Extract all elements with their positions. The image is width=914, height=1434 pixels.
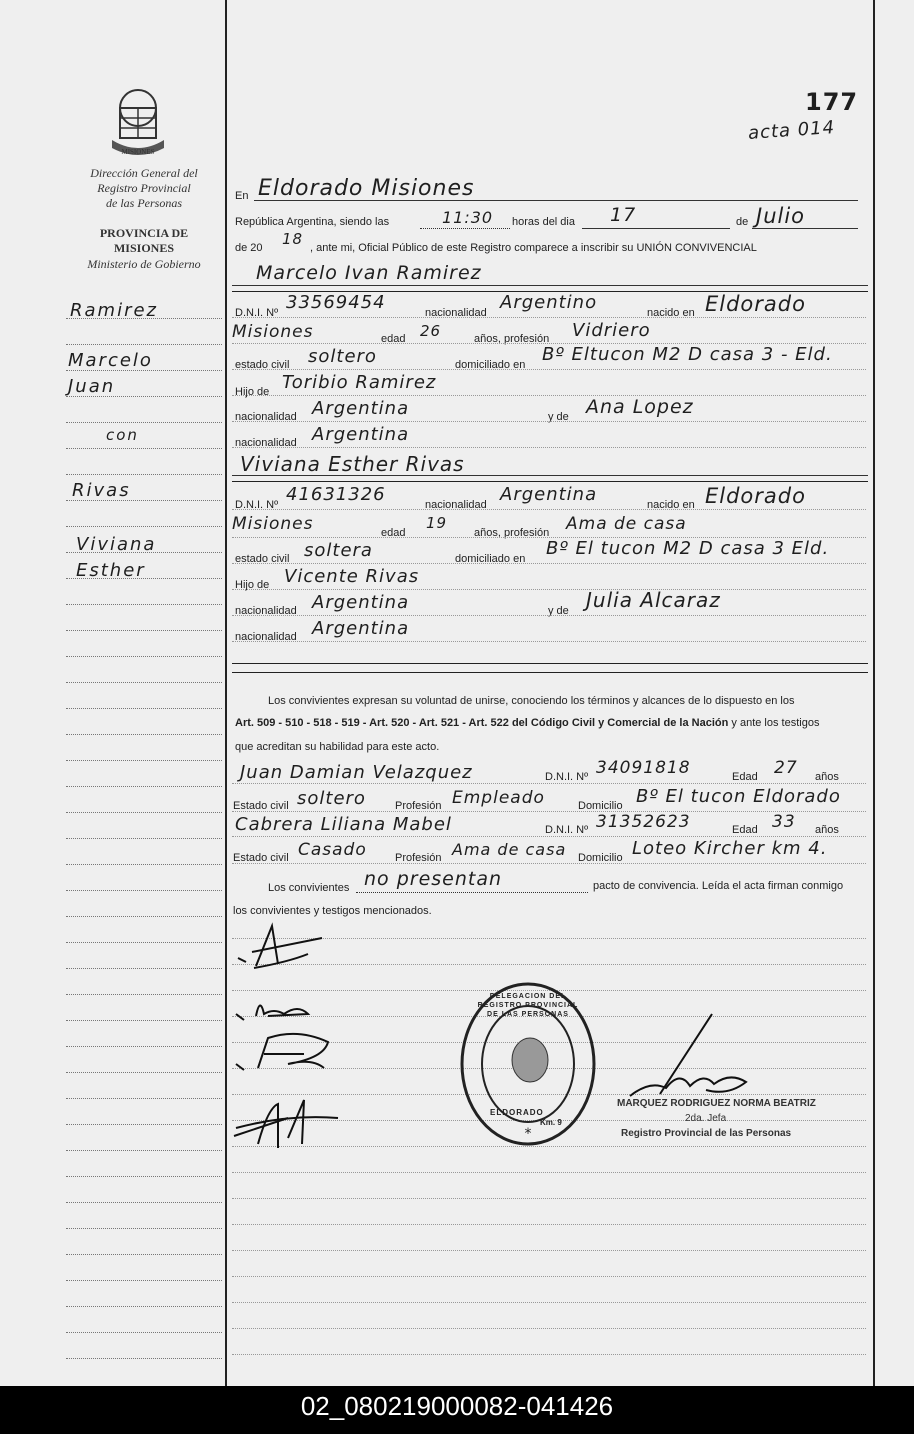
margin-line: [66, 422, 222, 423]
margin-firstname-2a: Viviana: [76, 534, 157, 555]
signature-mark-1: [238, 926, 322, 968]
province-line-2: MISIONES: [113, 241, 175, 255]
p2-dni-label: D.N.I. Nº: [235, 499, 279, 511]
form-line: [232, 421, 866, 422]
hour-value: 11:30: [442, 208, 494, 227]
p1-dni-label: D.N.I. Nº: [235, 307, 279, 319]
w2-age-label: Edad: [732, 824, 758, 836]
form-line: [232, 369, 866, 370]
signature-line: [232, 1250, 866, 1251]
w2-age-value: 33: [772, 812, 796, 832]
institution-line-2: Registro Provincial: [97, 181, 191, 195]
institution-line-3: de las Personas: [106, 196, 182, 210]
form-line: [232, 783, 866, 784]
margin-line: [66, 1098, 222, 1099]
margin-firstname-2b: Esther: [76, 560, 146, 581]
left-divider: [225, 0, 227, 1386]
p1-profession-label: años, profesión: [474, 333, 550, 345]
margin-line: [66, 656, 222, 657]
section-rule: [232, 481, 868, 482]
p2-age-value: 19: [426, 514, 448, 532]
page-number: 177: [805, 88, 859, 116]
w2-profession-value: Ama de casa: [452, 840, 567, 859]
institution-line-1: Dirección General del: [90, 166, 198, 180]
p1-mother-value: Ana Lopez: [586, 396, 694, 418]
will-text-line-3: que acreditan su habilidad para este acto.: [235, 741, 440, 753]
margin-line: [66, 344, 222, 345]
margin-line: [66, 630, 222, 631]
logo-caption: MISIONES: [121, 148, 155, 156]
underline: [420, 228, 510, 229]
margin-surname-1: Ramirez: [70, 300, 158, 321]
p1-age-label: edad: [381, 333, 406, 345]
p2-mother-value: Julia Alcaraz: [586, 588, 721, 612]
w1-profession-value: Empleado: [452, 788, 545, 808]
w1-dni-label: D.N.I. Nº: [545, 771, 589, 783]
margin-line: [66, 1228, 222, 1229]
margin-line: [66, 474, 222, 475]
signature-mark-4: [234, 1100, 338, 1148]
margin-line: [66, 734, 222, 735]
margin-line: [66, 1150, 222, 1151]
p2-mother-nat-label: nacionalidad: [235, 631, 297, 643]
pact-value: no presentan: [364, 868, 503, 890]
signature-line: [232, 1354, 866, 1355]
margin-line: [66, 968, 222, 969]
de-20-text: de 20: [235, 242, 263, 254]
p2-father-nat-label: nacionalidad: [235, 605, 297, 617]
p1-mother-nat-label: nacionalidad: [235, 437, 297, 449]
margin-line: [66, 760, 222, 761]
margin-line: [66, 838, 222, 839]
margin-line: [66, 1306, 222, 1307]
p1-father-value: Toribio Ramirez: [282, 372, 437, 393]
p2-father-nat-value: Argentina: [312, 592, 410, 613]
p1-mother-label: y de: [548, 411, 569, 423]
officer-name: MARQUEZ RODRIGUEZ NORMA BEATRIZ: [617, 1098, 816, 1109]
w2-dni-value: 31352623: [596, 812, 691, 832]
margin-line: [66, 1176, 222, 1177]
p2-dni-value: 41631326: [286, 484, 386, 505]
form-line: [232, 447, 866, 448]
w2-profession-label: Profesión: [395, 852, 442, 864]
p2-profession-value: Ama de casa: [566, 514, 687, 534]
margin-line: [66, 864, 222, 865]
form-line: [232, 863, 866, 864]
p1-dni-value: 33569454: [286, 292, 386, 313]
w2-civil-value: Casado: [298, 840, 367, 860]
margin-line: [66, 448, 222, 449]
p2-address-value: Bº El tucon M2 D casa 3 Eld.: [546, 538, 830, 559]
p2-civil-value: soltera: [304, 540, 373, 561]
signature-mark-2: [236, 1005, 308, 1020]
form-line: [232, 811, 866, 812]
margin-line: [66, 1358, 222, 1359]
document-id-footer: 02_080219000082-041426: [0, 1386, 914, 1434]
p1-profession-value: Vidriero: [572, 320, 651, 341]
officer-title: 2da. Jefa: [685, 1113, 727, 1124]
underline: [232, 285, 868, 286]
margin-line: [66, 1124, 222, 1125]
margin-line: [66, 526, 222, 527]
form-line: [232, 563, 866, 564]
signature-mark-3: [236, 1034, 328, 1070]
p2-mother-nat-value: Argentina: [312, 618, 410, 639]
p1-civil-value: soltero: [308, 346, 377, 367]
margin-with: con: [106, 426, 139, 444]
w1-anos-label: años: [815, 771, 839, 783]
republica-text: República Argentina, siendo las: [235, 216, 390, 228]
w2-dni-label: D.N.I. Nº: [545, 824, 589, 836]
right-border: [873, 0, 875, 1386]
margin-line: [66, 1072, 222, 1073]
p2-address-label: domiciliado en: [455, 553, 526, 565]
margin-line: [66, 942, 222, 943]
p1-nationality-value: Argentino: [500, 292, 598, 313]
signature-line: [232, 1328, 866, 1329]
margin-line: [66, 812, 222, 813]
p1-father-label: Hijo de: [235, 386, 270, 398]
will-text-witnesses: y ante los testigos: [728, 717, 820, 729]
p1-age-value: 26: [420, 322, 442, 340]
underline: [356, 892, 588, 893]
p1-nationality-label: nacionalidad: [425, 307, 487, 319]
margin-line: [66, 786, 222, 787]
signature-line: [232, 1224, 866, 1225]
p1-born-b: Misiones: [232, 322, 314, 342]
will-text-articles: Art. 509 - 510 - 518 - 519 - Art. 520 - Art. 521 - Art. 522 del Código Civil y Comercial de la Nación: [235, 717, 729, 729]
closing-text: los convivientes y testigos mencionados.: [233, 905, 432, 917]
underline: [752, 228, 858, 229]
form-line: [232, 395, 866, 396]
p2-nationality-label: nacionalidad: [425, 499, 487, 511]
w2-address-value: Loteo Kircher km 4.: [632, 838, 828, 859]
signature-line: [232, 1198, 866, 1199]
margin-firstname-1b: Juan: [68, 376, 116, 397]
place-value: Eldorado Misiones: [258, 176, 475, 201]
signature-line: [232, 1302, 866, 1303]
margin-line: [66, 604, 222, 605]
officer-office: Registro Provincial de las Personas: [621, 1128, 792, 1139]
p2-father-label: Hijo de: [235, 579, 270, 591]
w1-profession-label: Profesión: [395, 800, 442, 812]
p2-age-label: edad: [381, 527, 406, 539]
p2-born-a: Eldorado: [705, 484, 806, 508]
margin-surname-2: Rivas: [72, 480, 131, 501]
w2-anos-label: años: [815, 824, 839, 836]
acta-number: acta 014: [747, 116, 836, 145]
p1-born-label: nacido en: [647, 307, 695, 319]
underline: [232, 475, 868, 476]
form-line: [232, 836, 866, 837]
signatures: [228, 918, 358, 1158]
w1-address-label: Domicilio: [578, 800, 623, 812]
horas-del-dia-text: horas del dia: [512, 216, 575, 228]
stamp-km: Km. 9: [540, 1118, 562, 1127]
stamp-text: DELEGACION DEL REGISTRO PROVINCIAL DE LAS PERSONAS: [477, 993, 579, 1018]
ministry: Ministerio de Gobierno: [87, 257, 201, 271]
p1-father-nat-value: Argentina: [312, 398, 410, 419]
margin-line: [66, 890, 222, 891]
w1-address-value: Bº El tucon Eldorado: [636, 786, 841, 807]
pact-rest-text: pacto de convivencia. Leída el acta firman conmigo: [593, 880, 844, 892]
de-text: de: [736, 216, 749, 228]
year-value: 18: [282, 230, 304, 248]
form-line: [232, 641, 866, 642]
p2-profession-label: años, profesión: [474, 527, 550, 539]
margin-line: [66, 1020, 222, 1021]
margin-line: [66, 916, 222, 917]
p1-address-label: domiciliado en: [455, 359, 526, 371]
margin-line: [66, 1332, 222, 1333]
p2-nationality-value: Argentina: [500, 484, 598, 505]
p2-mother-label: y de: [548, 605, 569, 617]
p1-address-value: Bº Eltucon M2 D casa 3 - Eld.: [542, 344, 833, 365]
los-convivientes-label: Los convivientes: [268, 882, 350, 894]
margin-line: [66, 1254, 222, 1255]
w1-civil-label: Estado civil: [233, 800, 289, 812]
person1-full-name: Marcelo Ivan Ramirez: [256, 262, 482, 284]
province-line-1: PROVINCIA DE: [99, 226, 189, 240]
p1-mother-nat-value: Argentina: [312, 424, 410, 445]
section-rule: [232, 672, 868, 673]
stamp-city: ELDORADO: [490, 1108, 544, 1117]
margin-line: [66, 682, 222, 683]
p1-father-nat-label: nacionalidad: [235, 411, 297, 423]
w2-address-label: Domicilio: [578, 852, 623, 864]
officer-signature: [620, 1010, 760, 1110]
form-line: [232, 509, 866, 510]
w1-dni-value: 34091818: [596, 758, 691, 778]
margin-line: [66, 1280, 222, 1281]
form-line: [232, 317, 866, 318]
form-line: [232, 615, 866, 616]
margin-line: [66, 994, 222, 995]
w2-civil-label: Estado civil: [233, 852, 289, 864]
will-text-line-2: [235, 717, 819, 729]
section-rule: [232, 663, 868, 664]
en-label: En: [235, 190, 249, 202]
intro-rest-text: , ante mi, Oficial Público de este Registro comparece a inscribir su UNIÓN CONVIVENCIAL: [310, 242, 757, 254]
margin-firstname-1a: Marcelo: [68, 350, 153, 371]
witness1-name: Juan Damian Velazquez: [240, 762, 473, 783]
w1-age-label: Edad: [732, 771, 758, 783]
p1-civil-label: estado civil: [235, 359, 290, 371]
form-line: [232, 589, 866, 590]
w1-age-value: 27: [774, 758, 798, 778]
signature-line: [232, 1172, 866, 1173]
month-value: Julio: [756, 204, 806, 228]
margin-line: [66, 708, 222, 709]
p2-born-label: nacido en: [647, 499, 695, 511]
underline: [582, 228, 730, 229]
margin-line: [66, 1202, 222, 1203]
svg-text:*: *: [524, 1126, 532, 1142]
signature-line: [232, 1276, 866, 1277]
witness2-name: Cabrera Liliana Mabel: [235, 814, 452, 835]
day-value: 17: [610, 204, 637, 226]
will-text-line-1: Los convivientes expresan su voluntad de unirse, conociendo los términos y alcances de lo dispuesto en los: [268, 695, 795, 707]
margin-line: [66, 1046, 222, 1047]
p2-civil-label: estado civil: [235, 553, 290, 565]
p2-father-value: Vicente Rivas: [284, 566, 420, 587]
p1-born-a: Eldorado: [705, 292, 806, 316]
w1-civil-value: soltero: [297, 788, 366, 809]
p2-born-b: Misiones: [232, 514, 314, 534]
person2-full-name: Viviana Esther Rivas: [240, 452, 465, 476]
